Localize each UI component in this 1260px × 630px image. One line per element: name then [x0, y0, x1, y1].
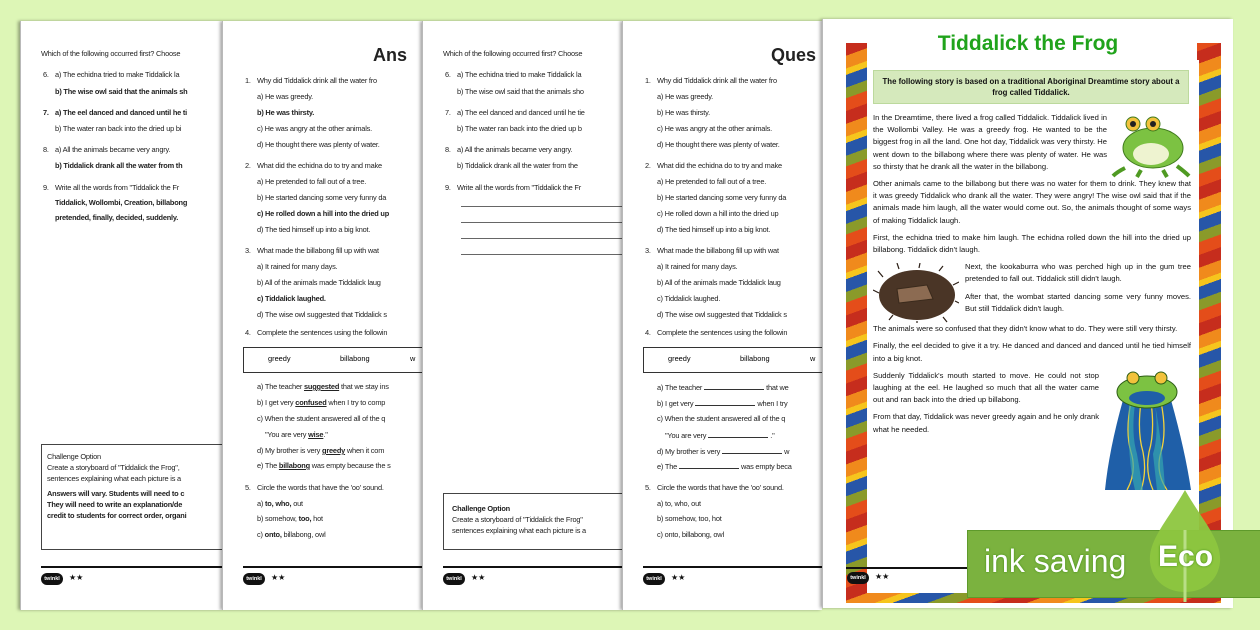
worksheet-page-questions [622, 21, 822, 610]
answer-keyword: wise [308, 430, 324, 439]
worksheet-line [257, 176, 366, 188]
challenge-box [443, 493, 622, 550]
story-paragraph: First, the echidna tried to make him laugh. The echidna rolled down the hill into the dried up billabong. Tiddalick didn't laugh. [873, 232, 1191, 255]
worksheet-line [657, 192, 786, 204]
line-text: was empty beca [741, 462, 792, 471]
worksheet-line [657, 397, 787, 410]
worksheet-line [257, 139, 380, 151]
line-text: when it com [345, 446, 385, 455]
question-number: 7. [43, 108, 49, 117]
worksheet-line [443, 48, 582, 60]
line-text: b) The wise owl said that the animals sh [55, 87, 188, 96]
worksheet-line [257, 397, 385, 409]
question-line [43, 107, 188, 119]
story-title: Tiddalick the Frog [937, 32, 1119, 55]
eco-label: Eco [1158, 540, 1214, 573]
line-text: What did the echidna do to try and make [257, 161, 382, 170]
line-text: a) The teacher [657, 383, 703, 392]
worksheet-line [257, 460, 391, 472]
worksheet-line [657, 176, 766, 188]
line-text: d) My brother is very [257, 446, 323, 455]
question-number: 4. [245, 328, 251, 337]
worksheet-line [55, 123, 181, 135]
worksheet-line [657, 309, 787, 321]
word-bank-word: w [410, 354, 416, 363]
word-bank-word: w [810, 354, 816, 363]
worksheet-line [55, 160, 182, 172]
challenge-line: sentences explaining what each picture is a [452, 526, 586, 535]
question-line [645, 245, 779, 257]
line-text: What made the billabong fill up with wat [257, 246, 379, 255]
line-text: Write all the words from "Tiddalick the Fr [55, 183, 180, 192]
question-number: 5. [245, 483, 251, 492]
answer-text: to, who, [265, 499, 292, 508]
worksheet-line [257, 277, 381, 289]
line-text: when I try [757, 399, 788, 408]
challenge-answer: They will need to write an explanation/de [47, 500, 183, 509]
story-paragraph: After that, the wombat started dancing some very funny moves. But still Tiddalick didn't laugh. [965, 291, 1191, 313]
line-text: c) When the student answered all of the q [257, 414, 386, 423]
difficulty-stars: ★★ [69, 573, 84, 582]
line-text: b) Tiddalick drank all the water from th [55, 161, 183, 170]
challenge-title: Challenge Option [47, 452, 101, 461]
question-number: 1. [245, 76, 251, 85]
line-text: b) The wise owl said that the animals sho [457, 87, 584, 96]
question-number: 7. [445, 108, 451, 117]
question-number: 3. [645, 246, 651, 255]
twinkl-logo: twinkl [243, 573, 265, 585]
line-text: b) He started dancing some very funny da [257, 193, 387, 202]
answer-keyword: confused [295, 398, 327, 407]
question-number: 6. [445, 70, 451, 79]
question-line [645, 482, 784, 494]
worksheet-page-answers-continued [20, 21, 222, 610]
story-paragraph: Other animals came to the billabong but there was no water for them to drink. They knew that it was greedy Tiddalick who drank all the water. They were angry! The wise owl said that if the animals made him laugh, all the water would come out. So, the animals thought of some ways of making Tiddalick laugh. [873, 179, 1191, 225]
line-text: Why did Tiddalick drink all the water fro [657, 76, 777, 85]
worksheet-line [55, 197, 187, 209]
line-text: c) He rolled down a hill into the dried up [257, 209, 390, 218]
story-paragraph: Suddenly Tiddalick's mouth started to move. He could not stop laughing at the eel. He laughed so much that all the water came out and ran back into the dried up billabong. [873, 370, 1099, 405]
question-number: 8. [445, 145, 451, 154]
line-text: a) All the animals became very angry. [55, 145, 171, 154]
worksheet-line [657, 513, 722, 525]
line-text: b) He started dancing some very funny da [657, 193, 787, 202]
line-text: a) The eel danced and danced until he ti [55, 108, 188, 117]
difficulty-stars: ★★ [271, 573, 286, 582]
story-paragraph: Finally, the eel decided to give it a try. He danced and danced and danced until he tied himself into a big knot. [873, 341, 1191, 363]
answer-keyword: greedy [322, 446, 346, 455]
worksheet-line [457, 123, 582, 135]
question-number: 5. [645, 483, 651, 492]
answer-write-line[interactable] [461, 238, 622, 239]
line-text: ." [770, 431, 775, 440]
line-text: c) [257, 530, 265, 539]
line-text: d) The tied himself up into a big knot. [657, 225, 771, 234]
question-line [43, 182, 180, 194]
line-text: Why did Tiddalick drink all the water fro [257, 76, 377, 85]
question-line [245, 160, 382, 172]
worksheet-line [657, 498, 701, 510]
footer-divider [41, 566, 222, 568]
echidna-illustration [873, 263, 959, 323]
story-paragraph: The animals were so confused that they didn't know what to do. They were still very thirsty. [873, 324, 1178, 334]
word-bank-word: billabong [340, 354, 370, 363]
question-line [645, 75, 777, 87]
line-text: e) The [257, 461, 279, 470]
line-text: What did the echidna do to try and make [657, 161, 782, 170]
worksheet-line [257, 293, 326, 305]
worksheet-line [657, 139, 780, 151]
question-number: 9. [445, 183, 451, 192]
line-text: d) He thought there was plenty of water. [657, 140, 780, 149]
challenge-line: Create a storyboard of "Tiddalick the Frog" [452, 515, 583, 524]
question-line [445, 69, 582, 81]
line-text: a) [257, 499, 266, 508]
worksheet-line [257, 529, 326, 541]
worksheet-line [257, 381, 389, 393]
line-text: a) The echidna tried to make Tiddalick la [457, 70, 582, 79]
line-text: c) When the student answered all of the q [657, 414, 786, 423]
worksheet-line [457, 160, 578, 172]
worksheet-page-answers [222, 21, 422, 610]
question-number: 9. [43, 183, 49, 192]
line-text: w [784, 447, 790, 456]
line-text: Which of the following occurred first? Choose [41, 49, 181, 58]
line-text: b) All of the animals made Tiddalick laug [257, 278, 381, 287]
worksheet-line [657, 123, 772, 135]
worksheet-line [257, 309, 387, 321]
answer-write-line[interactable] [461, 222, 622, 223]
line-text: c) He was angry at the other animals. [657, 124, 773, 133]
worksheet-line [55, 86, 187, 98]
question-line [43, 69, 180, 81]
fill-in-blank[interactable] [708, 429, 768, 438]
line-text: b) He was thirsty. [657, 108, 710, 117]
worksheet-line [657, 277, 781, 289]
line-text: a) The teacher [257, 382, 304, 391]
line-text: What made the billabong fill up with wat [657, 246, 779, 255]
line-text: c) He rolled down a hill into the dried up [657, 209, 779, 218]
answer-write-line[interactable] [461, 206, 622, 207]
ink-saving-label: ink saving [984, 543, 1127, 579]
line-text: d) The wise owl suggested that Tiddalick s [657, 310, 787, 319]
line-text: a) It rained for many days. [657, 262, 738, 271]
worksheet-line [657, 460, 792, 473]
question-number: 1. [645, 76, 651, 85]
challenge-box [41, 444, 222, 550]
line-text: hot [311, 514, 323, 523]
fill-in-blank[interactable] [679, 460, 739, 469]
worksheet-line [257, 413, 385, 425]
line-text: b) I get very [257, 398, 296, 407]
story-paragraph: In the Dreamtime, there lived a frog called Tiddalick. Tiddalick lived in the Wollombi Valley. He was a greedy frog. He wanted to be the biggest frog in all the land. One hot day, Tiddalick was very thirsty. He went down to the billabong where there was plenty of water. He was so thirsty that he drank all the water in the billabong. [873, 113, 1107, 171]
answer-write-line[interactable] [461, 254, 622, 255]
worksheet-line [41, 48, 180, 60]
page-title: Ans [373, 45, 408, 65]
worksheet-line [657, 445, 789, 458]
story-paragraph: Next, the kookaburra who was perched high up in the gum tree pretended to fall out. Tiddalick still didn't laugh. [965, 262, 1191, 284]
challenge-answer: Answers will vary. Students will need to c [47, 489, 185, 498]
line-text: a) He was greedy. [257, 92, 314, 101]
line-text: Circle the words that have the 'oo' sound. [657, 483, 784, 492]
challenge-line: Create a storyboard of "Tiddalick the Frog", [47, 463, 180, 472]
worksheet-line [265, 429, 328, 441]
worksheet-line [257, 498, 303, 510]
line-text: d) My brother is very [657, 447, 721, 456]
word-bank-word: greedy [268, 354, 291, 363]
line-text: Which of the following occurred first? Choose [443, 49, 583, 58]
line-text: Complete the sentences using the followin [257, 328, 388, 337]
line-text: when I try to comp [326, 398, 386, 407]
story-intro-box: The following story is based on a traditional Aboriginal Dreamtime story about a frog called Tiddalick. [873, 70, 1189, 104]
question-line [645, 327, 788, 339]
twinkl-logo: twinkl [643, 573, 665, 585]
worksheet-line [657, 107, 710, 119]
story-paragraph: From that day, Tiddalick was never greedy again and he only drank what he needed. [873, 412, 1099, 434]
line-text: b) He was thirsty. [257, 108, 315, 117]
worksheet-line [257, 261, 337, 273]
challenge-title: Challenge Option [452, 504, 510, 513]
worksheet-line [657, 208, 778, 220]
fill-in-blank[interactable] [704, 381, 764, 390]
line-text: b) somehow, [257, 514, 299, 523]
worksheet-line [657, 91, 713, 103]
question-number: 2. [645, 161, 651, 170]
line-text: e) The [657, 462, 678, 471]
line-text: a) The echidna tried to make Tiddalick la [55, 70, 180, 79]
line-text: a) All the animals became very angry. [457, 145, 573, 154]
question-line [43, 144, 171, 156]
word-bank-box [643, 347, 822, 373]
worksheet-page-questions-continued [422, 21, 622, 610]
fill-in-blank[interactable] [695, 397, 755, 406]
answer-keyword: billabong [278, 461, 310, 470]
twinkl-logo: twinkl [443, 573, 465, 585]
question-line [245, 245, 379, 257]
challenge-line: sentences explaining what each picture is a [47, 474, 181, 483]
line-text: b) The water ran back into the dried up bi [55, 124, 182, 133]
page-title: Ques [771, 45, 817, 65]
line-text: a) to, who, out [657, 499, 701, 508]
word-bank-word: greedy [668, 354, 691, 363]
frog-illustration [1111, 112, 1191, 178]
question-line [645, 160, 782, 172]
line-text: c) Tiddalick laughed. [257, 294, 326, 303]
worksheet-line [657, 381, 789, 394]
line-text: "You are very [665, 431, 707, 440]
line-text: Write all the words from "Tiddalick the Fr [457, 183, 582, 192]
line-text: d) The tied himself up into a big knot. [257, 225, 371, 234]
footer-divider [643, 566, 822, 568]
line-text: ." [323, 430, 328, 439]
worksheet-line [257, 107, 314, 119]
line-text: out [291, 499, 303, 508]
worksheet-line [257, 224, 370, 236]
line-text: a) He pretended to fall out of a tree. [257, 177, 367, 186]
worksheet-line [55, 212, 178, 224]
twinkl-logo: twinkl [847, 572, 869, 584]
line-text: d) The wise owl suggested that Tiddalick s [257, 310, 387, 319]
worksheet-line [257, 513, 323, 525]
question-number: 8. [43, 145, 49, 154]
answer-keyword: suggested [303, 382, 340, 391]
question-number: 6. [43, 70, 49, 79]
line-text: a) He was greedy. [657, 92, 714, 101]
question-line [245, 482, 384, 494]
line-text: was empty because the s [309, 461, 391, 470]
line-text: c) Tiddalick laughed. [657, 294, 721, 303]
challenge-answer: credit to students for correct order, organi [47, 511, 187, 520]
line-text: b) The water ran back into the dried up b [457, 124, 582, 133]
footer-divider [243, 566, 422, 568]
question-line [445, 107, 585, 119]
word-bank-word: billabong [740, 354, 770, 363]
line-text: Tiddalick, Wollombi, Creation, billabong [55, 198, 188, 207]
worksheet-line [257, 192, 386, 204]
worksheet-line [657, 261, 737, 273]
twinkl-logo: twinkl [41, 573, 63, 585]
laughing-frog-water-illustration [1103, 370, 1191, 490]
line-text: b) Tiddalick drank all the water from the [457, 161, 578, 170]
line-text: c) He was angry at the other animals. [257, 124, 373, 133]
difficulty-stars: ★★ [471, 573, 486, 582]
answer-text: onto, [264, 530, 282, 539]
line-text: "You are very [265, 430, 309, 439]
footer-divider [443, 566, 622, 568]
line-text: a) He pretended to fall out of a tree. [657, 177, 767, 186]
fill-in-blank[interactable] [722, 445, 782, 454]
difficulty-stars: ★★ [671, 573, 686, 582]
word-bank-box [243, 347, 422, 373]
worksheet-line [657, 224, 770, 236]
story-body [873, 112, 1191, 490]
answer-text: too, [298, 514, 312, 523]
line-text: b) I get very [657, 399, 694, 408]
question-line [445, 182, 582, 194]
worksheet-line [257, 91, 313, 103]
worksheet-line [657, 413, 785, 425]
question-number: 4. [645, 328, 651, 337]
worksheet-line [657, 293, 720, 305]
line-text: a) It rained for many days. [257, 262, 338, 271]
line-text: Complete the sentences using the followin [657, 328, 788, 337]
question-line [245, 327, 388, 339]
worksheet-line [457, 86, 584, 98]
line-text: c) onto, billabong, owl [657, 530, 724, 539]
line-text: b) All of the animals made Tiddalick laug [657, 278, 781, 287]
line-text: billabong, owl [281, 530, 326, 539]
difficulty-stars: ★★ [875, 572, 890, 581]
worksheet-line [257, 445, 384, 457]
line-text: a) The eel danced and danced until he tie [457, 108, 585, 117]
worksheet-line [657, 529, 724, 541]
worksheet-line [665, 429, 775, 442]
line-text: pretended, finally, decided, suddenly. [55, 213, 179, 222]
question-number: 2. [245, 161, 251, 170]
worksheet-line [257, 123, 372, 135]
question-line [245, 75, 377, 87]
line-text: that we stay ins [339, 382, 389, 391]
line-text: Circle the words that have the 'oo' sound. [257, 483, 384, 492]
line-text: that we [766, 383, 789, 392]
line-text: b) somehow, too, hot [657, 514, 722, 523]
line-text: d) He thought there was plenty of water. [257, 140, 380, 149]
question-number: 3. [245, 246, 251, 255]
worksheet-line [257, 208, 389, 220]
question-line [445, 144, 573, 156]
